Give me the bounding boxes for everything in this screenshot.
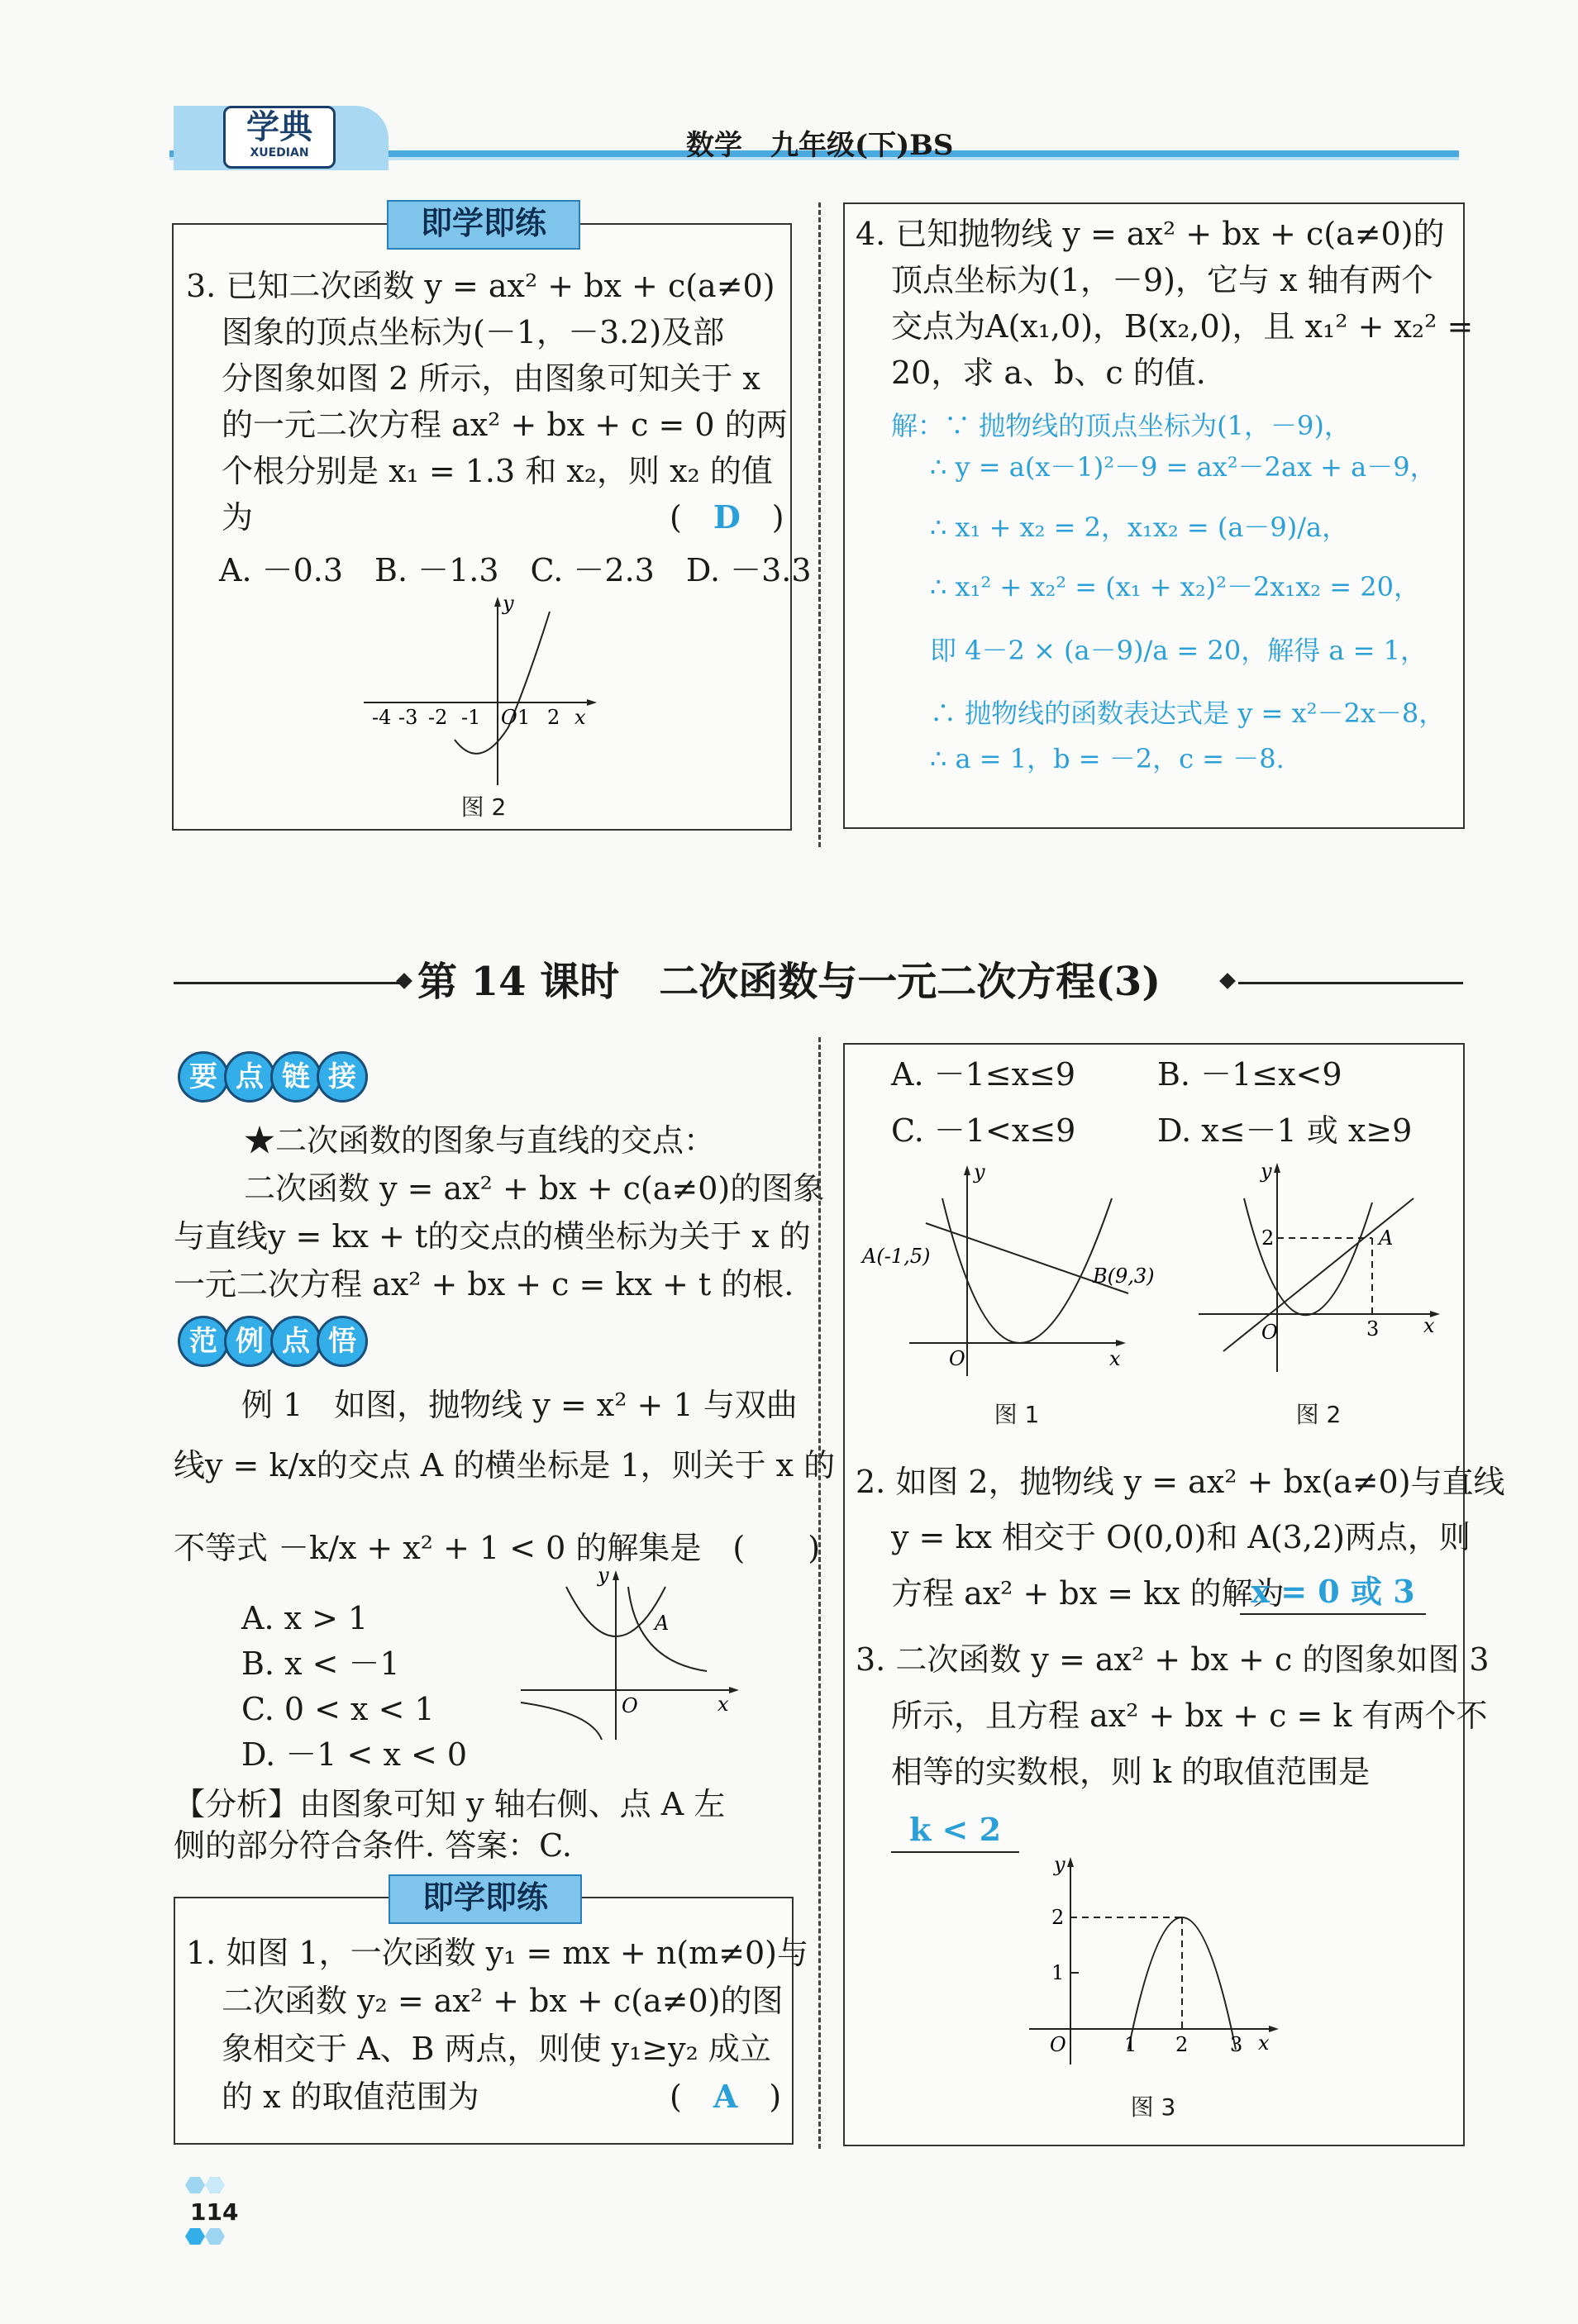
badge-char: 范 bbox=[178, 1316, 229, 1367]
solution-line-6: ∴ 抛物线的函数表达式是 y = x²－2x－8， bbox=[930, 698, 1446, 729]
fig3-tick-x2: 2 bbox=[1175, 2033, 1189, 2056]
figure-1 bbox=[860, 1157, 1155, 1380]
example-badge bbox=[178, 1316, 363, 1367]
analysis-line-1: 【分析】由图象可知 y 轴右侧、点 A 左 bbox=[174, 1786, 726, 1822]
practice-q1-answer-paren: ( A ) bbox=[670, 2078, 782, 2115]
solution-line-5: 即 4－2 × (a－9)/a = 20，解得 a = 1， bbox=[930, 635, 1427, 666]
example-fig-a: A bbox=[655, 1612, 670, 1635]
fig3-y-label: y bbox=[1054, 1853, 1066, 1876]
badge-char: 点 bbox=[224, 1051, 275, 1102]
title-rule-right bbox=[1238, 982, 1463, 984]
logo-en: XUEDIAN bbox=[250, 146, 309, 160]
fig2-tick-2: 2 bbox=[1261, 1226, 1275, 1250]
column-divider-top bbox=[818, 202, 821, 847]
q3r-line-3: 相等的实数根，则 k 的取值范围是 bbox=[891, 1754, 1371, 1790]
tick-label: 1 bbox=[517, 706, 531, 729]
section-title: 第 14 课时 二次函数与一元二次方程(3) bbox=[417, 959, 1161, 1005]
fig1-y-label: y bbox=[974, 1160, 985, 1183]
tick-label: 2 bbox=[547, 706, 560, 729]
example-option-c: C. 0 < x < 1 bbox=[241, 1691, 435, 1727]
header-subject: 数学 九年级(下)BS bbox=[686, 129, 954, 162]
page-number: 114 bbox=[190, 2198, 239, 2226]
solution-line-2: ∴ y = a(x－1)²－9 = ax²－2ax + a－9， bbox=[930, 451, 1437, 483]
figure-2-caption-right: 图 2 bbox=[1295, 1401, 1342, 1428]
key-line-3: 与直线y = kx + t的交点的横坐标为关于 x 的 bbox=[174, 1218, 811, 1255]
figure-2-caption: 图 2 bbox=[460, 793, 507, 821]
title-rule-left bbox=[174, 982, 401, 984]
q4-line-3: 交点为A(x₁,0)，B(x₂,0)，且 x₁² + x₂² = bbox=[891, 308, 1474, 345]
option-c: C. －1<x≤9 bbox=[891, 1112, 1076, 1149]
q3-line-2: 图象的顶点坐标为(－1，－3.2)及部 bbox=[222, 314, 725, 350]
origin-label: O bbox=[501, 706, 517, 729]
fig1-point-b: B(9,3) bbox=[1093, 1264, 1155, 1288]
logo-cn: 学典 bbox=[246, 107, 312, 146]
q2-line-3: 方程 ax² + bx = kx 的解为 bbox=[891, 1575, 1285, 1612]
fig2-tick-3: 3 bbox=[1366, 1317, 1380, 1341]
q4-line-2: 顶点坐标为(1，－9)，它与 x 轴有两个 bbox=[891, 262, 1433, 298]
fig3-tick-x3: 3 bbox=[1230, 2033, 1243, 2056]
example-line-1: 例 1 如图，抛物线 y = x² + 1 与双曲 bbox=[241, 1387, 798, 1423]
solution-line-1: 解：∵ 抛物线的顶点坐标为(1，－9)， bbox=[891, 410, 1351, 441]
fig2-point-a: A bbox=[1379, 1226, 1394, 1250]
practice-q1-line-4: 的 x 的取值范围为 bbox=[222, 2079, 479, 2115]
key-line-1: ★二次函数的图象与直线的交点： bbox=[244, 1122, 716, 1159]
practice-q1-line-1: 1. 如图 1，一次函数 y₁ = mx + n(m≠0)与 bbox=[186, 1935, 809, 1971]
svg-text:y: y bbox=[503, 592, 514, 615]
fig2-x-label: x bbox=[1423, 1314, 1435, 1337]
fig3-origin: O bbox=[1050, 2033, 1066, 2056]
fig1-point-a: A(-1,5) bbox=[862, 1245, 931, 1268]
practice-q1-line-2: 二次函数 y₂ = ax² + bx + c(a≠0)的图 bbox=[222, 1983, 784, 2019]
practice-banner-2: 即学即练 bbox=[389, 1874, 582, 1924]
practice-q1-answer: A bbox=[713, 2078, 738, 2115]
example-fig-y: y bbox=[598, 1564, 609, 1587]
badge-char: 链 bbox=[270, 1051, 322, 1102]
fig2-origin: O bbox=[1261, 1321, 1278, 1344]
tick-label: -3 bbox=[398, 706, 418, 729]
q4-line-4: 20，求 a、b、c 的值. bbox=[891, 355, 1206, 391]
example-fig-o: O bbox=[622, 1694, 638, 1717]
q3-options: A. －0.3 B. －1.3 C. －2.3 D. －3.3 bbox=[219, 552, 812, 588]
figure-1-caption: 图 1 bbox=[994, 1401, 1040, 1428]
logo bbox=[174, 106, 389, 170]
tick-label: -4 bbox=[372, 706, 392, 729]
q2-line-1: 2. 如图 2，抛物线 y = ax² + bx(a≠0)与直线 bbox=[856, 1464, 1505, 1500]
q3-line-6: 为 bbox=[222, 499, 254, 536]
example-option-a: A. x > 1 bbox=[241, 1600, 369, 1636]
example-figure bbox=[512, 1564, 744, 1744]
analysis-line-2: 侧的部分符合条件. 答案：C. bbox=[174, 1827, 572, 1864]
key-line-4: 一元二次方程 ax² + bx + c = kx + t 的根. bbox=[174, 1266, 794, 1302]
practice-q1-line-3: 象相交于 A、B 两点，则使 y₁≥y₂ 成立 bbox=[222, 2031, 771, 2067]
solution-line-4: ∴ x₁² + x₂² = (x₁ + x₂)²－2x₁x₂ = 20， bbox=[930, 571, 1420, 602]
figure-2-top bbox=[364, 592, 603, 793]
figure-3-caption: 图 3 bbox=[1130, 2093, 1176, 2121]
badge-char: 点 bbox=[270, 1316, 322, 1367]
key-points-badge bbox=[178, 1051, 363, 1102]
example-line-2: 线y = k/x的交点 A 的横坐标是 1，则关于 x 的 bbox=[174, 1447, 836, 1483]
option-a: A. －1≤x≤9 bbox=[891, 1056, 1076, 1093]
figure-3 bbox=[1017, 1851, 1290, 2074]
practice-banner: 即学即练 bbox=[387, 200, 580, 250]
q3r-line-1: 3. 二次函数 y = ax² + bx + c 的图象如图 3 bbox=[856, 1641, 1490, 1678]
badge-char: 例 bbox=[224, 1316, 275, 1367]
option-b: B. －1≤x<9 bbox=[1157, 1056, 1342, 1093]
tick-label: -2 bbox=[428, 706, 448, 729]
figure-2 bbox=[1199, 1157, 1447, 1380]
key-line-2: 二次函数 y = ax² + bx + c(a≠0)的图象 bbox=[244, 1170, 825, 1207]
example-option-b: B. x < －1 bbox=[241, 1645, 400, 1682]
fig2-y-label: y bbox=[1261, 1160, 1272, 1183]
q4-line-1: 4. 已知抛物线 y = ax² + bx + c(a≠0)的 bbox=[856, 216, 1445, 252]
fig1-origin: O bbox=[949, 1347, 965, 1370]
title-diamond-left bbox=[396, 973, 412, 989]
q2-line-2: y = kx 相交于 O(0,0)和 A(3,2)两点，则 bbox=[891, 1519, 1471, 1555]
fig3-x-label: x bbox=[1258, 2031, 1270, 2055]
tick-label: -1 bbox=[461, 706, 481, 729]
q3-answer-paren: ( D ) bbox=[670, 498, 784, 536]
solution-line-7: ∴ a = 1，b = －2，c = －8. bbox=[930, 743, 1285, 774]
q3r-answer: k < 2 bbox=[891, 1808, 1019, 1853]
example-line-3: 不等式 －k/x + x² + 1 < 0 的解集是 ( ) bbox=[174, 1530, 821, 1566]
q3-line-4: 的一元二次方程 ax² + bx + c = 0 的两 bbox=[222, 407, 788, 443]
q3-line-1: 3. 已知二次函数 y = ax² + bx + c(a≠0) bbox=[186, 268, 775, 304]
solution-line-3: ∴ x₁ + x₂ = 2，x₁x₂ = (a－9)/a， bbox=[930, 512, 1349, 543]
fig3-tick-x1: 1 bbox=[1124, 2033, 1137, 2056]
badge-char: 悟 bbox=[317, 1316, 368, 1367]
title-diamond-right bbox=[1219, 973, 1236, 989]
fig3-tick-y1: 1 bbox=[1051, 1961, 1065, 1984]
q3-answer: D bbox=[713, 498, 741, 536]
column-divider-bottom bbox=[818, 1037, 821, 2149]
svg-text:x: x bbox=[574, 706, 586, 729]
fig3-tick-y2: 2 bbox=[1051, 1906, 1065, 1929]
example-option-d: D. －1 < x < 0 bbox=[241, 1736, 468, 1773]
badge-char: 要 bbox=[178, 1051, 229, 1102]
example-fig-x: x bbox=[717, 1693, 729, 1716]
fig1-x-label: x bbox=[1109, 1347, 1121, 1370]
q3-line-3: 分图象如图 2 所示，由图象可知关于 x bbox=[222, 360, 760, 397]
badge-char: 接 bbox=[317, 1051, 368, 1102]
q3r-line-2: 所示，且方程 ax² + bx + c = k 有两个不 bbox=[891, 1698, 1488, 1734]
q2-answer: x = 0 或 3 bbox=[1240, 1570, 1426, 1615]
q3-line-5: 个根分别是 x₁ = 1.3 和 x₂，则 x₂ 的值 bbox=[222, 453, 773, 489]
option-d: D. x≤－1 或 x≥9 bbox=[1157, 1112, 1413, 1149]
